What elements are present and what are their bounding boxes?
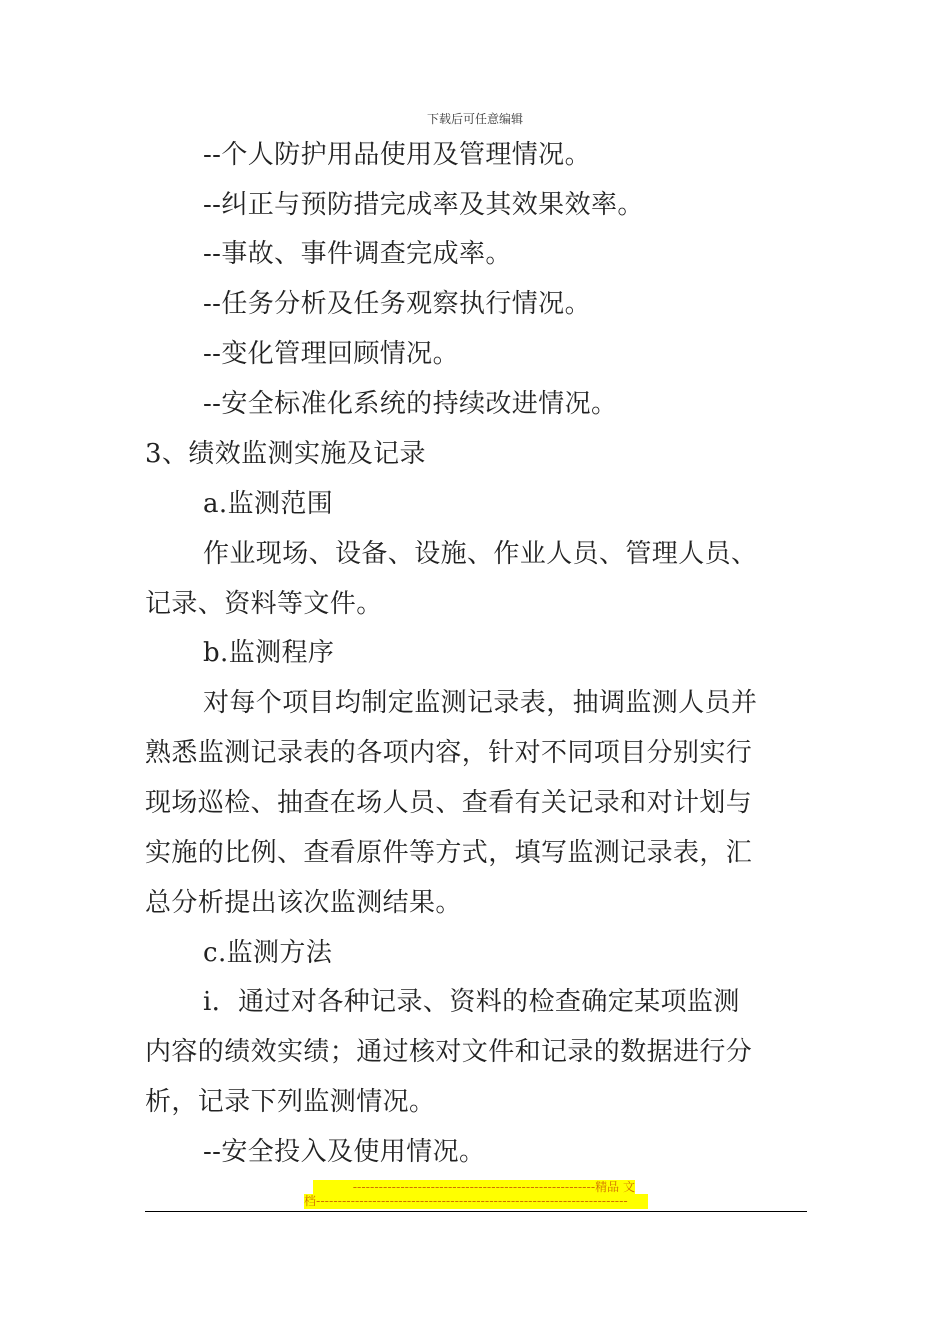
footer-watermark-line-1: --------------------------------------------------------精品 文 [313, 1180, 635, 1195]
page-header-note: 下载后可任意编辑 [426, 112, 523, 126]
paragraph-line: 记录、资料等文件。 [145, 589, 383, 619]
section-heading: 3、绩效监测实施及记录 [145, 439, 426, 469]
paragraph-line: 内容的绩效实绩；通过核对文件和记录的数据进行分 [145, 1037, 753, 1067]
text-line: --事故、事件调查完成率。 [203, 239, 512, 269]
text-line: --安全投入及使用情况。 [203, 1137, 486, 1167]
paragraph-line: 作业现场、设备、设施、作业人员、管理人员、 [203, 539, 758, 569]
paragraph-line: 现场巡检、抽查在场人员、查看有关记录和对计划与 [145, 788, 753, 818]
paragraph-line: 对每个项目均制定监测记录表，抽调监测人员并 [203, 688, 758, 718]
paragraph-line: i．通过对各种记录、资料的检查确定某项监测 [203, 987, 740, 1017]
paragraph-line: 总分析提出该次监测结果。 [145, 888, 462, 918]
text-line: --安全标准化系统的持续改进情况。 [203, 389, 618, 419]
subsection-heading: c.监测方法 [203, 938, 333, 968]
text-line: --任务分析及任务观察执行情况。 [203, 289, 591, 319]
subsection-heading: a.监测范围 [203, 489, 334, 519]
footer-divider [145, 1211, 807, 1212]
paragraph-line: 实施的比例、查看原件等方式，填写监测记录表，汇 [145, 838, 753, 868]
text-line: --变化管理回顾情况。 [203, 339, 459, 369]
text-line: --个人防护用品使用及管理情况。 [203, 140, 591, 170]
text-line: --纠正与预防措完成率及其效果效率。 [203, 190, 644, 220]
paragraph-line: 熟悉监测记录表的各项内容，针对不同项目分别实行 [145, 738, 753, 768]
footer-watermark-line-2: 档------------------------------------------------------------------------ [304, 1194, 648, 1209]
paragraph-line: 析，记录下列监测情况。 [145, 1087, 436, 1117]
subsection-heading: b.监测程序 [203, 638, 335, 668]
